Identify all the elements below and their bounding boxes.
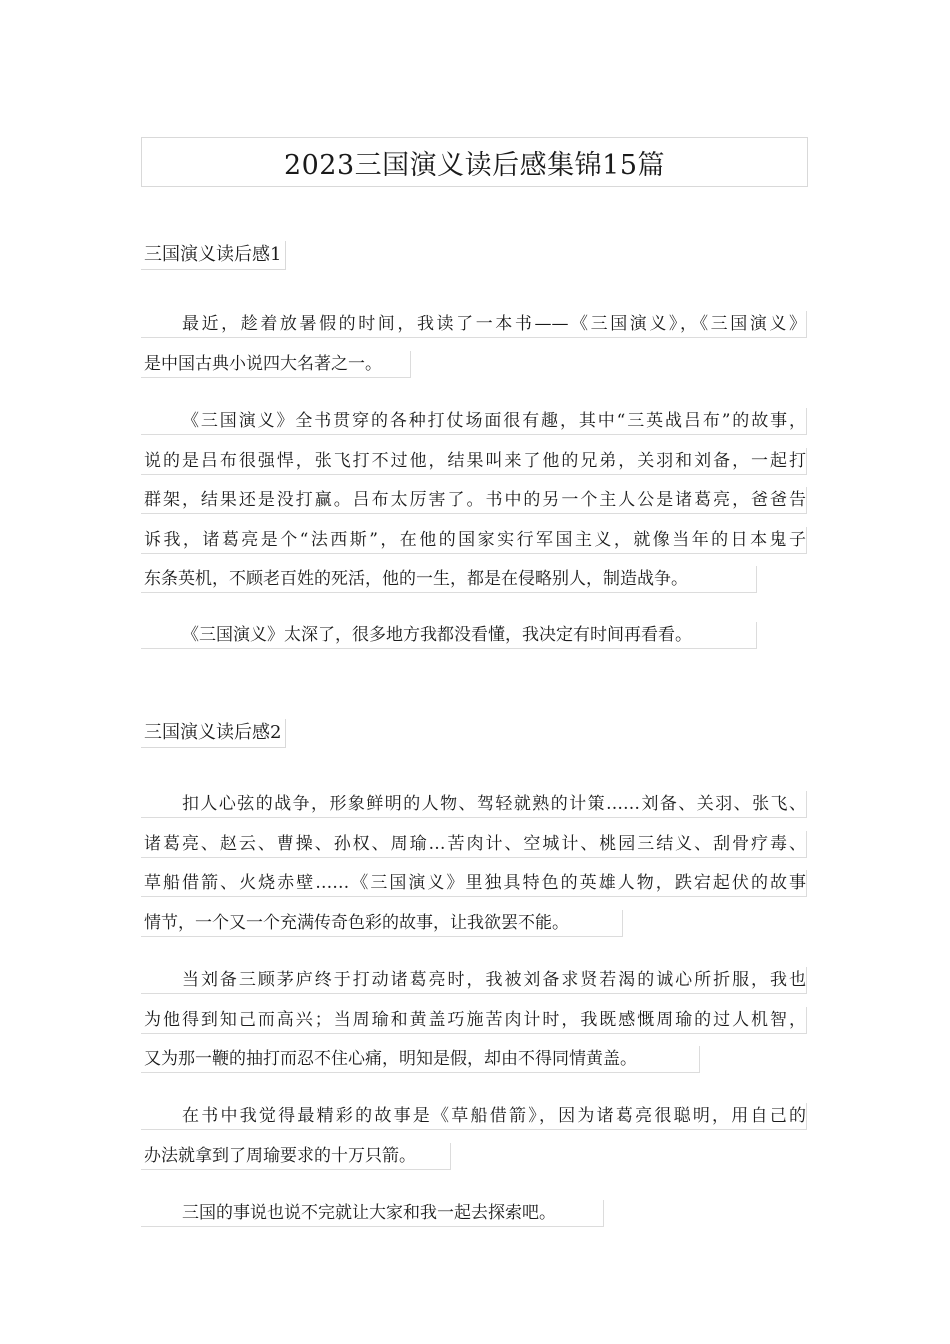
text-line: 群架，结果还是没打赢。吕布太厉害了。书中的另一个主人公是诸葛亮，爸爸告	[141, 487, 807, 514]
text-line: 东条英机，不顾老百姓的死活，他的一生，都是在侵略别人，制造战争。	[141, 566, 757, 593]
text-line: 为他得到知己而高兴；当周瑜和黄盖巧施苦肉计时，我既感慨周瑜的过人机智，	[141, 1007, 807, 1034]
paragraph-2-1	[141, 791, 809, 949]
text-line: 在书中我觉得最精彩的故事是《草船借箭》，因为诸葛亮很聪明，用自己的	[141, 1103, 807, 1130]
text-line: 《三国演义》太深了，很多地方我都没看懂，我决定有时间再看看。	[141, 622, 757, 649]
document-title: 2023三国演义读后感集锦15篇	[141, 137, 808, 187]
paragraph-2-3	[141, 1103, 809, 1182]
text-line: 草船借箭、火烧赤壁……《三国演义》里独具特色的英雄人物，跌宕起伏的故事	[141, 870, 807, 897]
text-line: 又为那一鞭的抽打而忍不住心痛，明知是假，却由不得同情黄盖。	[141, 1046, 700, 1073]
text-line: 《三国演义》全书贯穿的各种打仗场面很有趣，其中“三英战吕布”的故事，	[141, 408, 807, 435]
paragraph-2-2	[141, 967, 809, 1086]
text-line: 三国的事说也说不完就让大家和我一起去探索吧。	[141, 1200, 604, 1227]
text-line: 说的是吕布很强悍，张飞打不过他，结果叫来了他的兄弟，关羽和刘备，一起打	[141, 448, 807, 475]
paragraph-1-1	[141, 311, 809, 390]
section-heading-2: 三国演义读后感2	[141, 719, 286, 748]
text-line: 是中国古典小说四大名著之一。	[141, 351, 411, 378]
text-line: 诸葛亮、赵云、曹操、孙权、周瑜…苦肉计、空城计、桃园三结义、刮骨疗毒、	[141, 831, 807, 858]
text-line: 诉我，诸葛亮是个“法西斯”，在他的国家实行军国主义，就像当年的日本鬼子	[141, 527, 807, 554]
text-line: 最近，趁着放暑假的时间，我读了一本书——《三国演义》，《三国演义》	[141, 311, 807, 338]
text-line: 当刘备三顾茅庐终于打动诸葛亮时，我被刘备求贤若渴的诚心所折服，我也	[141, 967, 807, 994]
text-line: 情节，一个又一个充满传奇色彩的故事，让我欲罢不能。	[141, 910, 623, 937]
paragraph-2-4	[141, 1200, 809, 1240]
paragraph-1-2	[141, 408, 809, 606]
text-line: 扣人心弦的战争，形象鲜明的人物、驾轻就熟的计策……刘备、关羽、张飞、	[141, 791, 807, 818]
text-line: 办法就拿到了周瑜要求的十万只箭。	[141, 1143, 451, 1170]
paragraph-1-3	[141, 622, 809, 662]
section-heading-1: 三国演义读后感1	[141, 241, 286, 270]
